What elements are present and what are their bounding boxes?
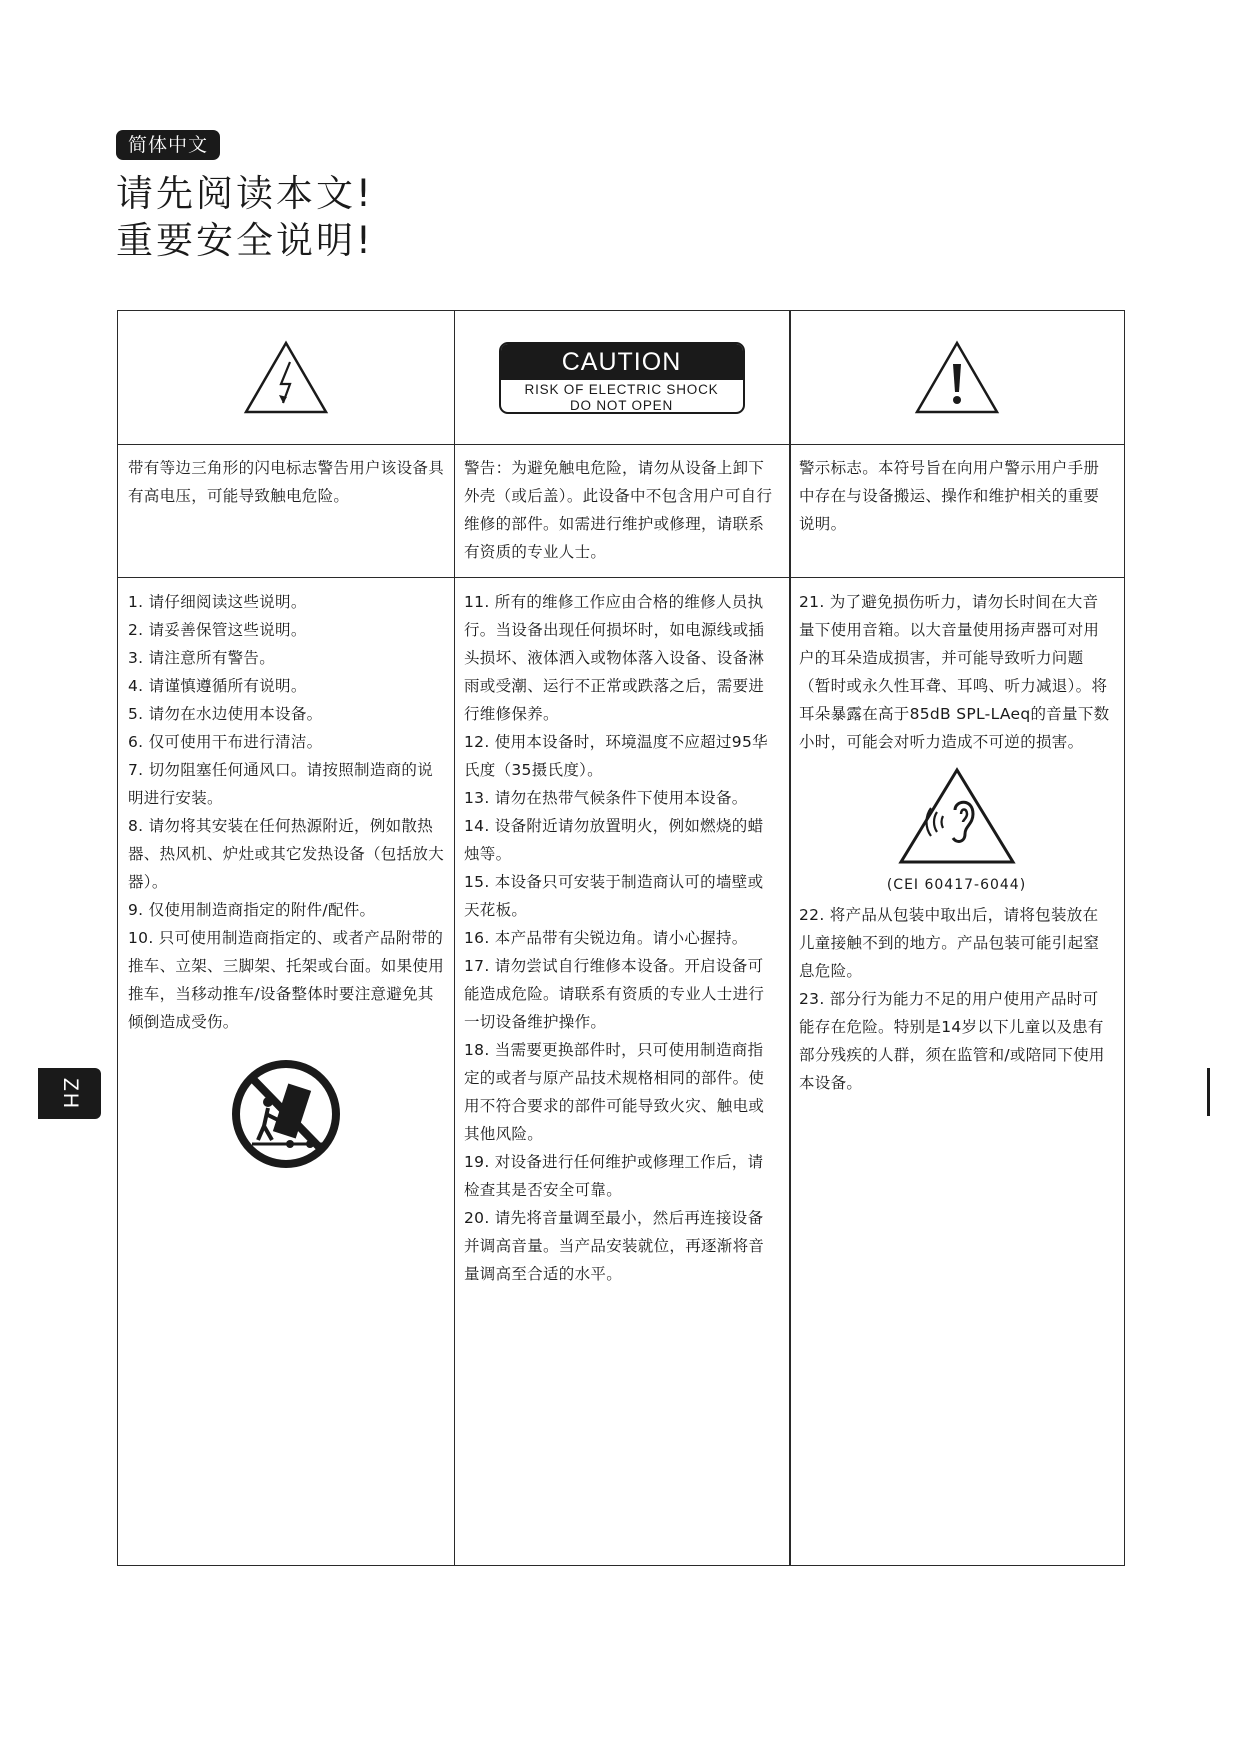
ear-icon-wrap	[799, 766, 1114, 895]
title-line-1: 请先阅读本文!	[116, 172, 374, 215]
instruction-item: 11. 所有的维修工作应由合格的维修人员执行。当设备出现任何损坏时，如电源线或插头损坏、液体洒入或物体落入设备、设备淋雨或受潮、运行不正常或跌落之后，需要进行维修保养。	[464, 593, 765, 723]
instruction-item: 14. 设备附近请勿放置明火，例如燃烧的蜡烛等。	[464, 817, 764, 863]
safety-table	[117, 310, 1125, 1566]
language-side-tab	[38, 1068, 101, 1119]
description-electric: 带有等边三角形的闪电标志警告用户该设备具有高电压，可能导致触电危险。	[128, 459, 445, 505]
instruction-item: 21. 为了避免损伤听力，请勿长时间在大音量下使用音箱。以大音量使用扬声器可对用户的耳朵造成损害，并可能导致听力问题（暂时或永久性耳聋、耳鸣、听力减退）。将耳朵暴露在高于85dB SPL-LAeq的音量下数小时，可能会对听力造成不可逆的损害。	[799, 593, 1110, 751]
ear-hazard-icon	[897, 766, 1017, 866]
instruction-item: 4. 请谨慎遵循所有说明。	[128, 677, 307, 695]
instruction-item: 12. 使用本设备时，环境温度不应超过95华氏度（35摄氏度）。	[464, 733, 768, 779]
caution-line-2: DO NOT OPEN	[569, 397, 674, 413]
instruction-item: 20. 请先将音量调至最小，然后再连接设备并调高音量。当产品安装就位，再逐渐将音量调高至合适的水平。	[464, 1209, 765, 1283]
instruction-item: 8. 请勿将其安装在任何热源附近，例如散热器、热风机、炉灶或其它发热设备（包括放大器）。	[128, 817, 445, 891]
caution-label	[499, 342, 745, 414]
exclamation-triangle-icon	[914, 340, 1000, 416]
instruction-item: 16. 本产品带有尖锐边角。请小心握持。	[464, 929, 748, 947]
caution-subtext	[501, 380, 743, 414]
instruction-item: 17. 请勿尝试自行维修本设备。开启设备可能造成危险。请联系有资质的专业人士进行一切设备维护操作。	[464, 957, 765, 1031]
icon-cell-caution	[454, 311, 789, 444]
no-cart-tip-icon	[230, 1058, 342, 1170]
instruction-item: 15. 本设备只可安装于制造商认可的墙壁或天花板。	[464, 873, 764, 919]
instruction-item: 6. 仅可使用干布进行清洁。	[128, 733, 323, 751]
instruction-item: 1. 请仔细阅读这些说明。	[128, 593, 307, 611]
title-line-2: 重要安全说明!	[116, 219, 374, 262]
description-warning: 警示标志。本符号旨在向用户警示用户手册中存在与设备搬运、操作和维护相关的重要说明。	[799, 459, 1100, 533]
icon-cell-electric	[118, 311, 454, 444]
instruction-item: 10. 只可使用制造商指定的、或者产品附带的推车、立架、三脚架、托架或台面。如果使用推车，当移动推车/设备整体时要注意避免其倾倒造成受伤。	[128, 929, 445, 1031]
caution-line-1: RISK OF ELECTRIC SHOCK	[524, 381, 719, 397]
instructions-column-1	[118, 588, 454, 1179]
instructions-column-3	[789, 588, 1124, 1097]
instruction-item: 3. 请注意所有警告。	[128, 649, 276, 667]
instruction-item: 7. 切勿阻塞任何通风口。请按照制造商的说明进行安装。	[128, 761, 434, 807]
page-title	[116, 170, 374, 264]
page-edge-marker	[1207, 1068, 1210, 1116]
side-tab-label: ZH	[58, 1077, 82, 1110]
row-divider	[118, 444, 1124, 445]
instruction-item: 19. 对设备进行任何维护或修理工作后，请检查其是否安全可靠。	[464, 1153, 764, 1199]
lightning-triangle-icon	[243, 340, 329, 416]
instruction-item: 22. 将产品从包装中取出后，请将包装放在儿童接触不到的地方。产品包装可能引起窒息危险。	[799, 906, 1100, 980]
language-badge: 简体中文	[116, 130, 220, 160]
description-caution: 警告：为避免触电危险，请勿从设备上卸下外壳（或后盖）。此设备中不包含用户可自行维修的部件。如需进行维护或修理，请联系有资质的专业人士。	[464, 459, 773, 561]
instruction-item: 9. 仅使用制造商指定的附件/配件。	[128, 901, 376, 919]
instruction-item: 23. 部分行为能力不足的用户使用产品时可能存在危险。特别是14岁以下儿童以及患有部分残疾的人群，须在监管和/或陪同下使用本设备。	[799, 990, 1105, 1092]
instruction-item: 5. 请勿在水边使用本设备。	[128, 705, 323, 723]
icon-cell-warning	[789, 311, 1124, 444]
cart-icon-wrap	[128, 1058, 444, 1179]
instructions-column-2	[454, 588, 789, 1288]
instruction-item: 2. 请妥善保管这些说明。	[128, 621, 307, 639]
ear-icon-caption: (CEI 60417-6044)	[886, 877, 1027, 893]
row-divider	[118, 577, 1124, 578]
caution-heading: CAUTION	[501, 344, 743, 380]
instruction-item: 18. 当需要更换部件时，只可使用制造商指定的或者与原产品技术规格相同的部件。使用不符合要求的部件可能导致火灾、触电或其他风险。	[464, 1041, 765, 1143]
instruction-item: 13. 请勿在热带气候条件下使用本设备。	[464, 789, 748, 807]
